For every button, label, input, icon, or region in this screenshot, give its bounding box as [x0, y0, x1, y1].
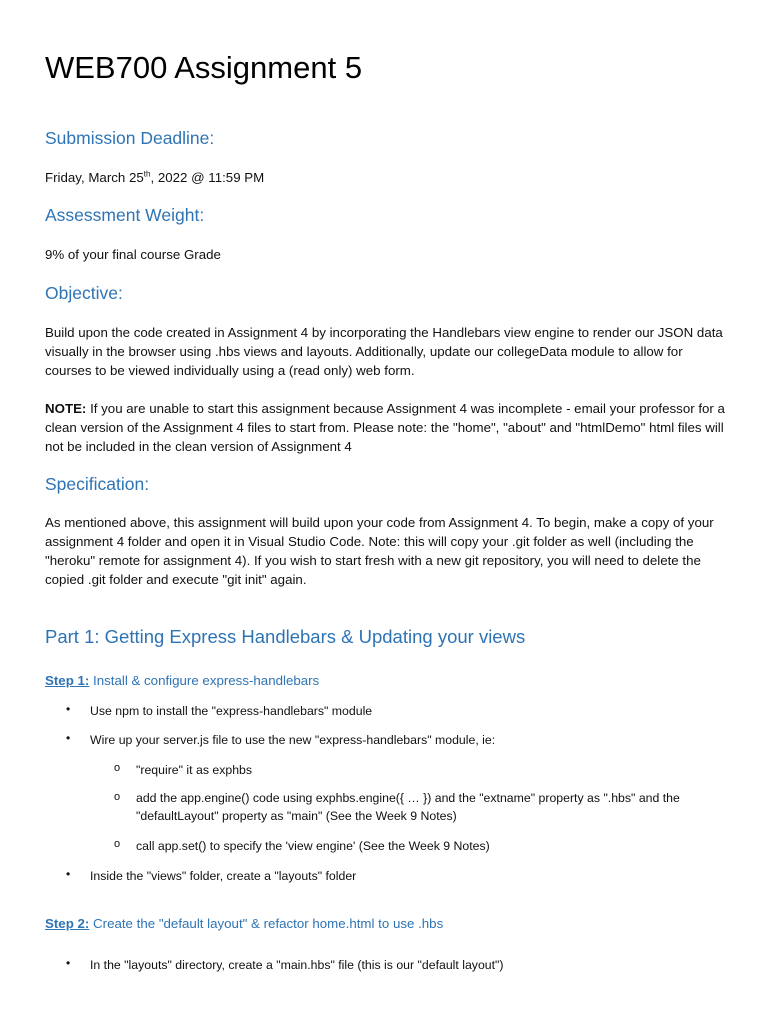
bullet-icon: •	[66, 867, 71, 881]
bullet-icon: •	[66, 956, 71, 970]
subbullet-icon: o	[114, 838, 121, 850]
step1-bullet-layouts-folder: Inside the "views" folder, create a "layouts" folder	[90, 869, 357, 883]
note-label: NOTE:	[45, 401, 87, 416]
deadline-date-suffix: th	[143, 169, 151, 179]
objective-heading: Objective:	[45, 283, 123, 303]
submission-deadline-heading: Submission Deadline:	[45, 128, 215, 148]
assessment-weight-heading: Assessment Weight:	[45, 205, 205, 225]
specification-text: As mentioned above, this assignment will build upon your code from Assignment 4. To begin, make a copy of your assignment 4 folder and open it in Visual Studio Code. Note: this will copy your .git folder as well (including the "heroku" remote for assignment 4). If you wish to start fresh with a new git repository, you will need to delete the copied .git folder and execute "git init" again.	[45, 515, 714, 587]
step1-subbullet-require: "require" it as exphbs	[136, 763, 253, 777]
bullet-icon: •	[66, 731, 71, 745]
step1-label: Step 1:	[45, 673, 90, 688]
step2-title: Create the "default layout" & refactor home.html to use .hbs	[89, 916, 444, 931]
step2-heading	[45, 916, 443, 931]
submission-deadline-text	[45, 168, 725, 187]
objective-note	[45, 399, 725, 456]
step1-subbullet-engine: add the app.engine() code using exphbs.engine({ … }) and the "extname" property as ".hbs" and the "defaultLayout" property as "main" (See the Week 9 Notes)	[136, 791, 680, 823]
step1-title: Install & configure express-handlebars	[89, 673, 320, 688]
document-title: WEB700 Assignment 5	[45, 50, 363, 85]
note-text: If you are unable to start this assignment because Assignment 4 was incomplete - email your professor for a clean version of the Assignment 4 files to start from. Please note: the "home", "about" and "htmlDemo" html files will not be included in the clean version of Assignment 4	[45, 401, 725, 454]
assessment-weight-text: 9% of your final course Grade	[45, 247, 221, 262]
objective-text: Build upon the code created in Assignment 4 by incorporating the Handlebars view engine to render our JSON data visually in the browser using .hbs views and layouts. Additionally, update our collegeData module to allow for courses to be viewed individually using a (read only) web form.	[45, 325, 723, 378]
step1-heading	[45, 673, 319, 688]
step1-bullet-install: Use npm to install the "express-handlebars" module	[90, 704, 373, 718]
step2-label: Step 2:	[45, 916, 90, 931]
step1-subbullet-set-view-engine: call app.set() to specify the 'view engine' (See the Week 9 Notes)	[136, 839, 490, 853]
part1-heading: Part 1: Getting Express Handlebars & Updating your views	[45, 626, 526, 647]
subbullet-icon: o	[114, 791, 121, 803]
specification-heading: Specification:	[45, 474, 150, 494]
bullet-icon: •	[66, 702, 71, 716]
subbullet-icon: o	[114, 762, 121, 774]
step1-bullet-wire-up: Wire up your server.js file to use the new "express-handlebars" module, ie:	[90, 733, 496, 747]
deadline-date: Friday, March 25	[45, 170, 144, 185]
step2-bullet-main-hbs: In the "layouts" directory, create a "main.hbs" file (this is our "default layout")	[90, 958, 504, 972]
deadline-time: , 2022 @ 11:59 PM	[150, 170, 265, 185]
